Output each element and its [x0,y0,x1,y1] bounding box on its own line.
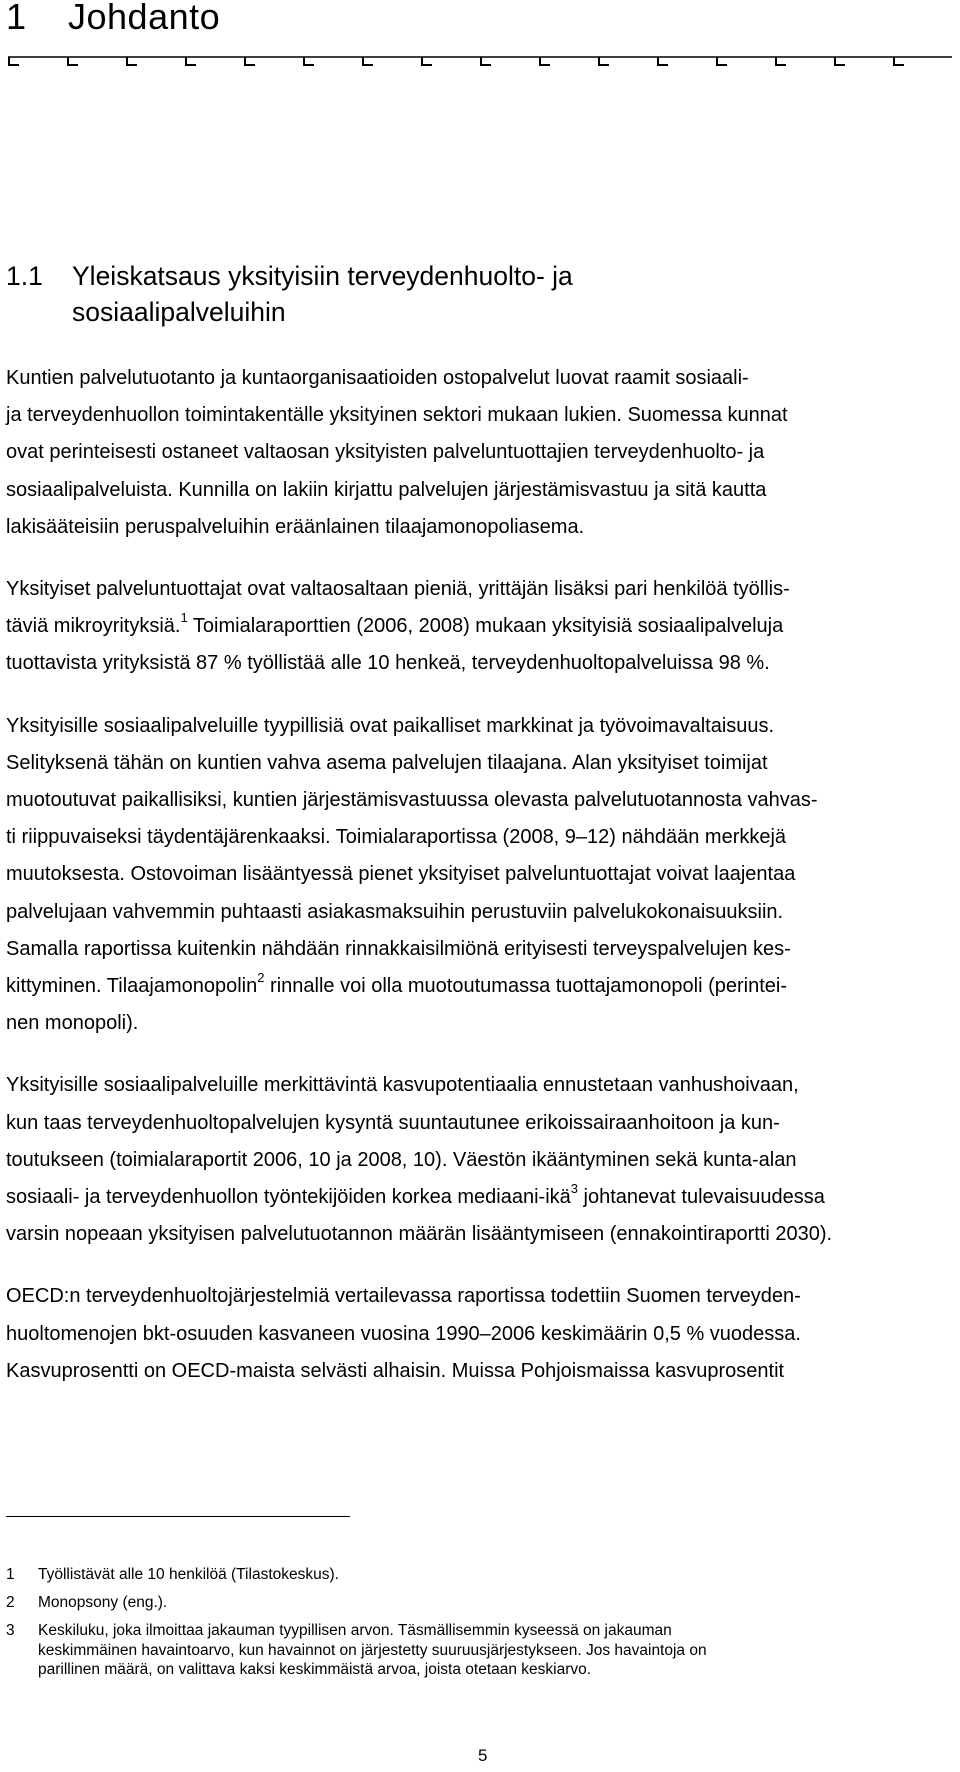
text-line: Selityksenä tähän on kuntien vahva asema palvelujen tilaajana. Alan yksityiset toimijat [6,751,768,774]
paragraph-4 [6,1067,960,1253]
text-line: Yksityiset palveluntuottajat ovat valtaosaltaan pieniä, yrittäjän lisäksi pari henkilöä työllis- [6,578,790,601]
footnote-line: Monopsony (eng.). [38,1594,168,1611]
text-segment: sosiaali- ja terveydenhuollon työntekijöiden korkea mediaani-ikä [6,1186,571,1209]
chapter-title: Johdanto [68,0,221,37]
footnote-2 [6,1593,946,1613]
text-line: toutukseen (toimialaraportit 2006, 10 ja 2008, 10). Väestön ikääntyminen sekä kunta-alan [6,1148,797,1171]
rule-tick [717,57,727,65]
text-line: lakisääteisiin peruspalveluihin eräänlainen tilaajamonopoliasema. [6,515,585,538]
paragraph-3 [6,708,960,1043]
section-title-line2: sosiaalipalveluihin [72,297,286,327]
footnote-1 [6,1565,946,1585]
body-text [6,360,960,1415]
rule-tick [363,57,373,65]
rule-tick [304,57,314,65]
rule-tick [835,57,845,65]
text-line: sosiaalipalveluista. Kunnilla on lakiin kirjattu palvelujen järjestämisvastuu ja sitä kautta [6,478,767,501]
text-segment: kittyminen. Tilaajamonopolin [6,975,258,998]
text-segment: rinnalle voi olla muotoutumassa tuottajamonopoli (perintei- [264,975,787,998]
text-line: huoltomenojen bkt-osuuden kasvaneen vuosina 1990–2006 keskimäärin 0,5 % vuodessa. [6,1322,801,1345]
section-heading [6,258,906,330]
footnote-line: Työllistävät alle 10 henkilöä (Tilastokeskus). [38,1566,339,1583]
text-line: nen monopoli). [6,1012,139,1035]
footnote-text [38,1565,946,1585]
text-line [6,968,960,1005]
rule-tick [658,57,668,65]
text-line: tuottavista yrityksistä 87 % työllistää alle 10 henkeä, terveydenhuoltopalveluissa 98 %. [6,652,770,675]
text-line [6,608,960,645]
text-line: muotoutuvat paikallisiksi, kuntien järjestämisvastuussa olevasta palvelutuotannosta vahvas- [6,789,818,812]
text-line: ovat perinteisesti ostaneet valtaosan yksityisten palveluntuottajien terveydenhuolto- ja [6,441,765,464]
rule-tick [186,57,196,65]
text-segment: täviä mikroyrityksiä. [6,615,181,638]
text-line: Yksityisille sosiaalipalveluille merkittävintä kasvupotentiaalia ennustetaan vanhushoivaan, [6,1074,799,1097]
footnote-ref: 1 [180,610,188,626]
text-line: Kuntien palvelutuotanto ja kuntaorganisaatioiden ostopalvelut luovat raamit sosiaali- [6,367,749,389]
footnote-separator [6,1516,350,1517]
rule-tick [422,57,432,65]
rule-tick [245,57,255,65]
footnote-number: 3 [6,1622,15,1639]
footnote-text [38,1621,946,1680]
rule-tick [127,57,137,65]
rule-tick [68,57,78,65]
text-line: muutoksesta. Ostovoiman lisääntyessä pienet yksityiset palveluntuottajat voivat laajentaa [6,863,796,886]
footnote-line: keskimmäinen havaintoarvo, kun havainnot on järjestetty suuruusjärjestykseen. Jos havaintoja on [38,1641,707,1659]
rule-tick [481,57,491,65]
text-segment: Toimialaraporttien (2006, 2008) mukaan yksityisiä sosiaalipalveluja [187,615,784,638]
footnote-ref: 3 [570,1181,578,1197]
footnotes [6,1565,946,1688]
section-number: 1.1 [6,261,43,291]
rule-tick [540,57,550,65]
footnote-number: 1 [6,1566,15,1583]
footnote-line: Keskiluku, joka ilmoittaa jakauman tyypillisen arvon. Täsmällisemmin kyseessä on jakauman [38,1622,672,1639]
rule-tick [9,57,19,65]
rule-tick [894,57,904,65]
text-line: Kasvuprosentti on OECD-maista selvästi alhaisin. Muissa Pohjoismaissa kasvuprosentit [6,1359,785,1382]
text-line [6,1179,960,1216]
section-title-line1: Yleiskatsaus yksityisiin terveydenhuolto- ja [72,261,573,291]
footnote-number: 2 [6,1594,15,1611]
chapter-number: 1 [6,0,27,37]
text-segment: johtanevat tulevaisuudessa [578,1186,825,1209]
rule-tick [599,57,609,65]
footnote-3 [6,1621,946,1680]
text-line: palvelujaan vahvemmin puhtaasti asiakasmaksuihin perustuviin palvelukokonaisuuksiin. [6,900,784,923]
footnote-ref: 2 [257,970,265,986]
text-line: Yksityisille sosiaalipalveluille tyypillisiä ovat paikalliset markkinat ja työvoimavaltaisuus. [6,714,775,737]
footnote-line: parillinen määrä, on valittava kaksi keskimmäistä arvoa, joista otetaan keskiarvo. [38,1661,592,1678]
text-line: Samalla raportissa kuitenkin nähdään rinnakkaisilmiönä erityisesti terveyspalvelujen kes- [6,937,791,960]
text-line: ja terveydenhuollon toimintakentälle yksityinen sektori mukaan lukien. Suomessa kunnat [6,404,788,427]
chapter-heading [6,0,220,38]
chapter-underline-decoration [8,56,952,68]
text-line: varsin nopeaan yksityisen palvelutuotannon määrän lisääntymiseen (ennakointiraportti 2030). [6,1223,833,1246]
paragraph-1 [6,360,960,546]
text-line: kun taas terveydenhuoltopalvelujen kysyntä suuntautunee erikoissairaanhoitoon ja kun- [6,1111,780,1134]
rule-tick [776,57,786,65]
text-line: ti riippuvaiseksi täydentäjärenkaaksi. Toimialaraportissa (2008, 9–12) nähdään merkkejä [6,826,787,849]
paragraph-5 [6,1278,960,1390]
paragraph-2 [6,571,960,683]
page-number: 5 [478,1746,488,1765]
text-line: OECD:n terveydenhuoltojärjestelmiä vertailevassa raportissa todettiin Suomen terveyden- [6,1285,801,1308]
footnote-text [38,1593,946,1613]
